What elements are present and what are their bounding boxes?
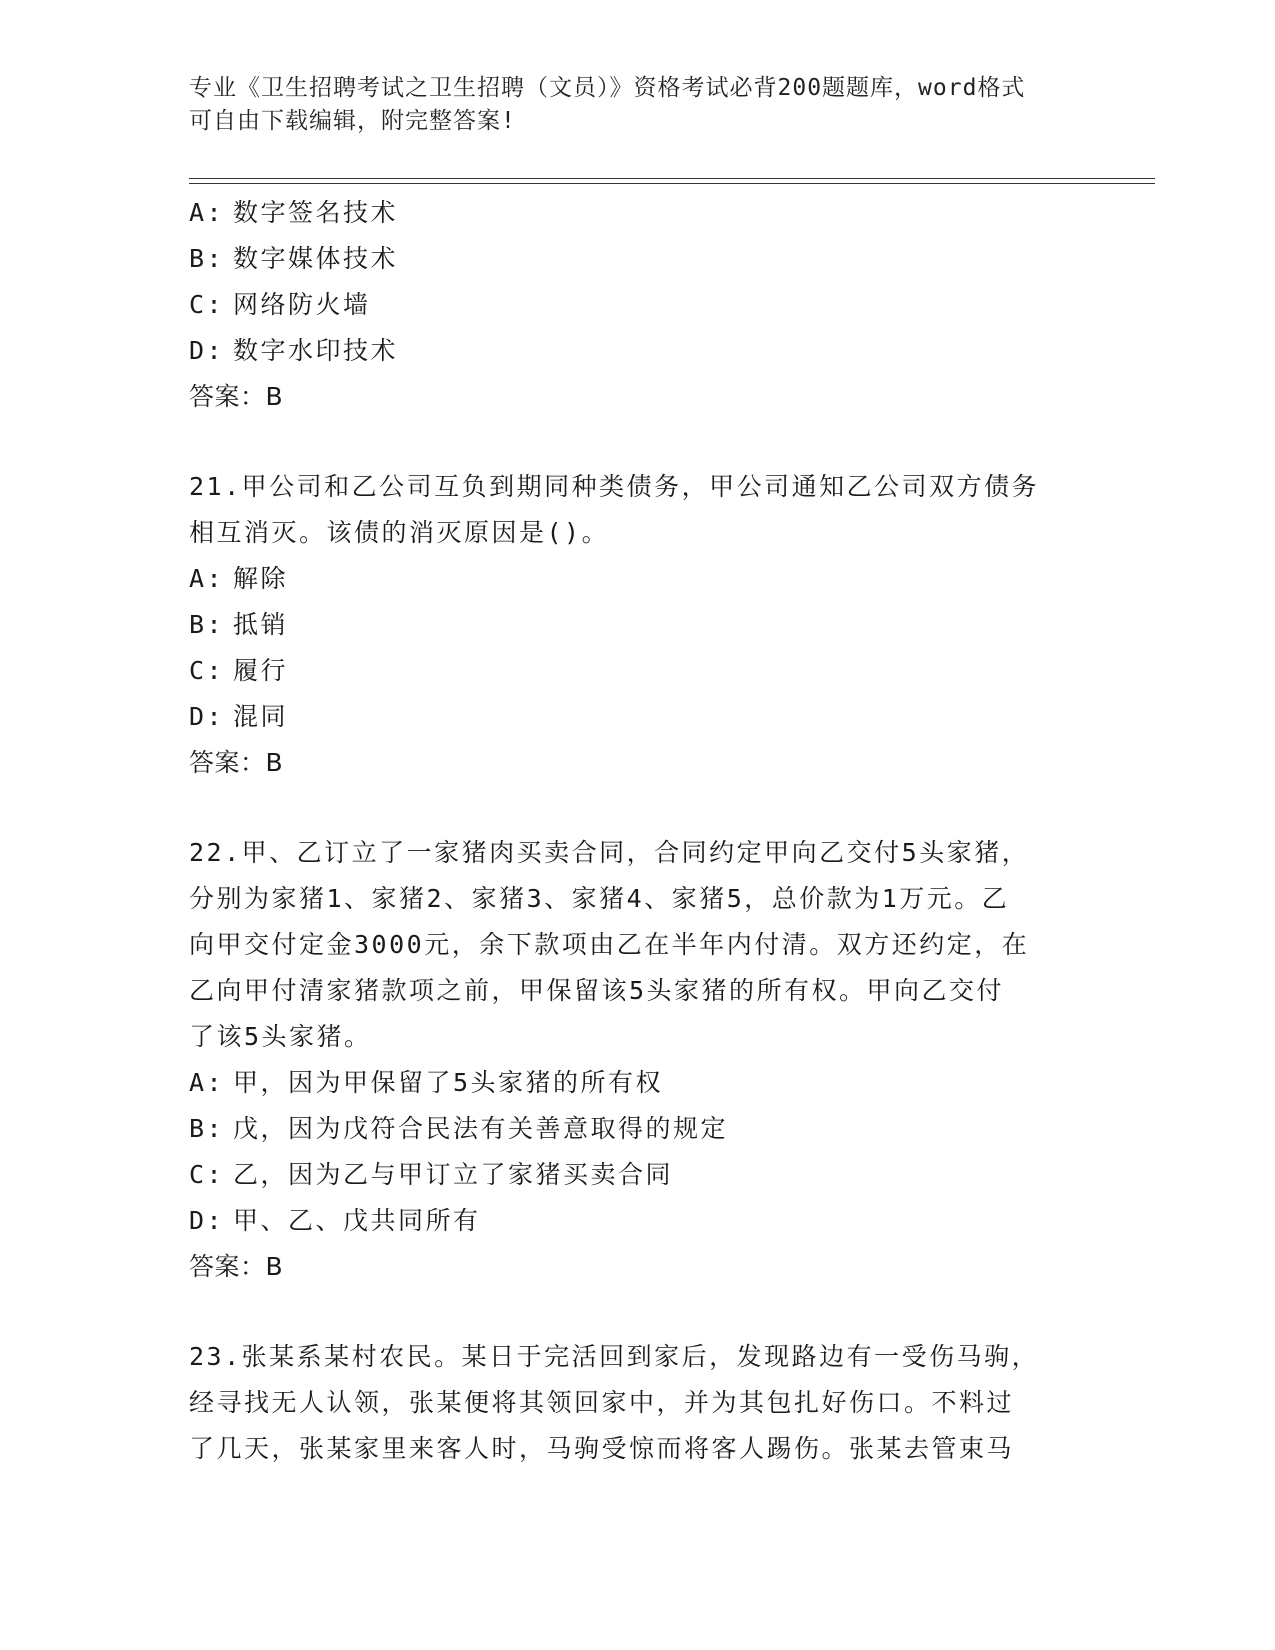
question-stem-line: 分别为家猪1、家猪2、家猪3、家猪4、家猪5，总价款为1万元。乙 [189, 884, 1010, 913]
option-a [189, 1060, 1089, 1106]
answer-line: 答案：B [189, 1252, 284, 1281]
prev-question-block [189, 190, 1089, 420]
option-text: 数字签名技术 [233, 198, 399, 227]
option-text: 混同 [233, 702, 289, 731]
option-a [189, 190, 1089, 236]
question-stem-line: 向甲交付定金3000元，余下款项由乙在半年内付清。双方还约定，在 [189, 930, 1030, 959]
question-stem-line: 22.甲、乙订立了一家猪肉买卖合同，合同约定甲向乙交付5头家猪， [189, 838, 1030, 867]
option-label: A: [189, 198, 225, 227]
header-title-line-2: 可自由下载编辑，附完整答案! [189, 108, 516, 134]
option-text: 数字媒体技术 [233, 244, 399, 273]
document-header [189, 72, 1089, 138]
option-d [189, 694, 1089, 740]
option-d [189, 328, 1089, 374]
option-a [189, 556, 1089, 602]
option-label: A: [189, 1068, 225, 1097]
option-text: 戊，因为戊符合民法有关善意取得的规定 [233, 1114, 729, 1143]
option-text: 抵销 [233, 610, 289, 639]
option-text: 履行 [233, 656, 289, 685]
option-label: B: [189, 244, 225, 273]
option-label: C: [189, 290, 225, 319]
question-stem-line: 经寻找无人认领，张某便将其领回家中，并为其包扎好伤口。不料过 [189, 1388, 1015, 1417]
option-text: 甲、乙、戊共同所有 [233, 1206, 481, 1235]
question-23 [189, 1334, 1089, 1472]
option-text: 数字水印技术 [233, 336, 399, 365]
header-title-line-1: 专业《卫生招聘考试之卫生招聘（文员）》资格考试必背200题题库，word格式 [189, 75, 1026, 101]
question-stem-line: 21.甲公司和乙公司互负到期同种类债务，甲公司通知乙公司双方债务 [189, 472, 1040, 501]
question-stem-line: 乙向甲付清家猪款项之前，甲保留该5头家猪的所有权。甲向乙交付 [189, 976, 1005, 1005]
option-label: C: [189, 1160, 225, 1189]
option-label: C: [189, 656, 225, 685]
option-text: 甲，因为甲保留了5头家猪的所有权 [233, 1068, 664, 1097]
question-stem-line: 相互消灭。该债的消灭原因是()。 [189, 518, 610, 547]
option-c [189, 282, 1089, 328]
spacer [189, 786, 1089, 830]
question-21 [189, 464, 1089, 786]
option-text: 网络防火墙 [233, 290, 371, 319]
option-c [189, 1152, 1089, 1198]
option-label: D: [189, 336, 225, 365]
option-d [189, 1198, 1089, 1244]
answer-line: 答案：B [189, 748, 284, 777]
question-stem-line: 了该5头家猪。 [189, 1022, 372, 1051]
option-label: B: [189, 1114, 225, 1143]
option-text: 解除 [233, 564, 289, 593]
option-c [189, 648, 1089, 694]
question-stem-line: 了几天，张某家里来客人时，马驹受惊而将客人踢伤。张某去管束马 [189, 1434, 1015, 1463]
answer-line: 答案：B [189, 382, 284, 411]
spacer [189, 1290, 1089, 1334]
option-b [189, 236, 1089, 282]
option-label: D: [189, 1206, 225, 1235]
header-divider-bottom [189, 183, 1155, 184]
option-label: B: [189, 610, 225, 639]
question-22 [189, 830, 1089, 1290]
option-b [189, 602, 1089, 648]
option-label: A: [189, 564, 225, 593]
option-text: 乙，因为乙与甲订立了家猪买卖合同 [233, 1160, 674, 1189]
document-body [189, 190, 1089, 1472]
option-label: D: [189, 702, 225, 731]
question-stem-line: 23.张某系某村农民。某日于完活回到家后，发现路边有一受伤马驹， [189, 1342, 1040, 1371]
header-divider-top [189, 178, 1155, 179]
option-b [189, 1106, 1089, 1152]
spacer [189, 420, 1089, 464]
